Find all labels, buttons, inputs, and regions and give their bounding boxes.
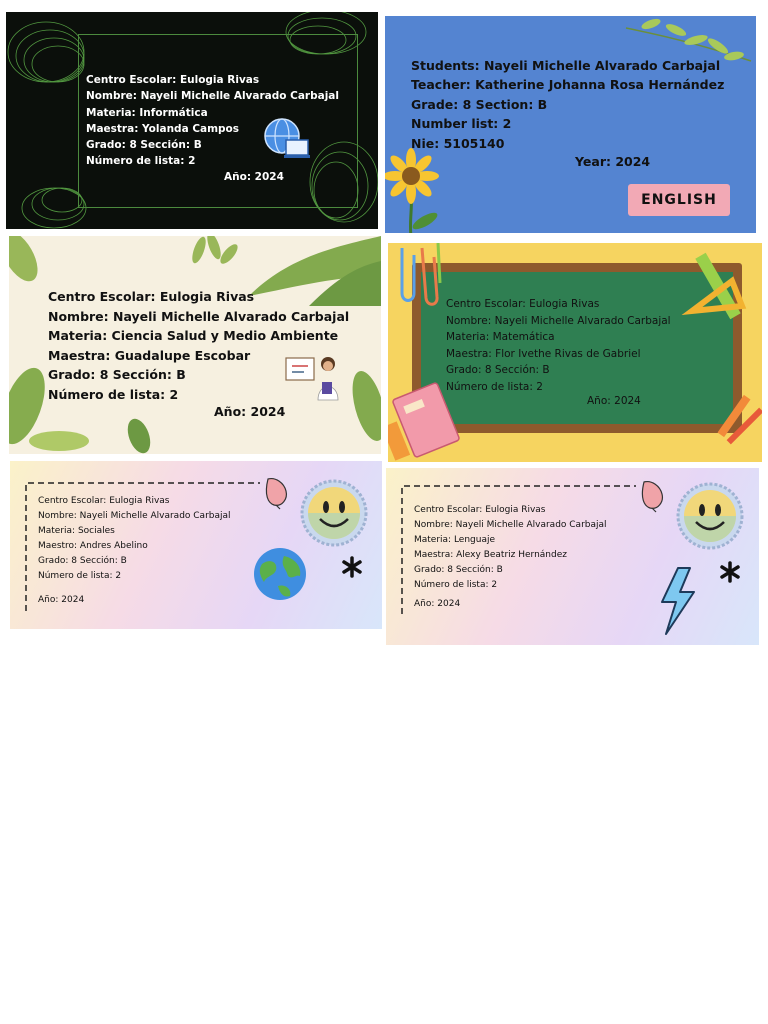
list-number-line: Número de lista: 2 — [86, 155, 196, 168]
hand-pointer-icon — [638, 478, 668, 512]
smiley-sticker-icon — [300, 479, 368, 547]
year-label: Año: 2024 — [38, 595, 85, 605]
asterisk-icon — [720, 562, 740, 582]
hand-pointer-icon — [262, 475, 292, 509]
card-text — [411, 56, 724, 153]
subject-line: Materia: Matemática — [446, 331, 555, 344]
year-label: Año: 2024 — [587, 395, 641, 407]
notebook-icon — [388, 383, 468, 462]
lightning-bolt-icon — [656, 566, 700, 636]
grade-line: Grado: 8 Sección: B — [86, 139, 202, 152]
teacher-line: Maestra: Alexy Beatriz Hernández — [414, 550, 567, 560]
school-line: Centro Escolar: Eulogia Rivas — [38, 496, 170, 506]
grade-line: Grade: 8 Section: B — [411, 96, 548, 112]
globe-computer-icon — [262, 116, 312, 162]
list-number-line: Number list: 2 — [411, 116, 512, 132]
student-line: Students: Nayeli Michelle Alvarado Carbajal — [411, 58, 721, 73]
teacher-line: Maestra: Guadalupe Escobar — [48, 347, 251, 363]
subject-line: Materia: Informática — [86, 106, 208, 119]
card-text — [414, 503, 607, 593]
list-number-line: Número de lista: 2 — [414, 580, 498, 590]
card-sociales — [10, 461, 382, 629]
paperclip-icon — [392, 243, 452, 313]
name-line: Nombre: Nayeli Michelle Alvarado Carbajal — [38, 511, 231, 521]
smiley-sticker-icon — [676, 482, 744, 550]
card-informatica — [6, 12, 378, 229]
english-badge: ENGLISH — [628, 184, 730, 216]
name-line: Nombre: Nayeli Michelle Alvarado Carbajal — [446, 314, 671, 327]
nie-line: Nie: 5105140 — [411, 135, 505, 151]
grade-line: Grado: 8 Sección: B — [48, 367, 186, 382]
sunflower-icon — [385, 146, 445, 233]
teacher-line: Maestra: Flor Ivethe Rivas de Gabriel — [446, 347, 641, 360]
list-number-line: Número de lista: 2 — [446, 380, 543, 393]
card-text — [38, 494, 231, 584]
year-label: Año: 2024 — [224, 171, 284, 183]
pencil-icon — [712, 393, 762, 453]
teacher-presenting-icon — [284, 354, 346, 404]
year-label: Year: 2024 — [575, 154, 651, 169]
name-line: Nombre: Nayeli Michelle Alvarado Carbajal — [86, 90, 339, 103]
subject-line: Materia: Sociales — [38, 526, 115, 536]
grade-line: Grado: 8 Sección: B — [414, 565, 503, 575]
card-english — [385, 16, 756, 233]
subject-line: Materia: Ciencia Salud y Medio Ambiente — [48, 328, 339, 343]
name-line: Nombre: Nayeli Michelle Alvarado Carbajal — [414, 520, 607, 530]
grade-line: Grado: 8 Sección: B — [446, 364, 550, 377]
ruler-icon — [692, 251, 762, 331]
year-label: Año: 2024 — [214, 404, 286, 419]
name-line: Nombre: Nayeli Michelle Alvarado Carbajal — [48, 308, 350, 324]
card-text — [446, 296, 671, 396]
school-line: Centro Escolar: Eulogia Rivas — [446, 298, 600, 310]
card-matematica — [388, 243, 762, 462]
card-ciencia — [9, 236, 381, 454]
year-label: Año: 2024 — [414, 599, 461, 609]
subject-line: Materia: Lenguaje — [414, 535, 496, 545]
grade-line: Grado: 8 Sección: B — [38, 556, 127, 566]
list-number-line: Número de lista: 2 — [38, 571, 122, 581]
list-number-line: Número de lista: 2 — [48, 386, 179, 402]
card-lenguaje — [386, 468, 759, 645]
school-line: Centro Escolar: Eulogia Rivas — [86, 74, 260, 86]
school-line: Centro Escolar: Eulogia Rivas — [48, 289, 255, 304]
school-line: Centro Escolar: Eulogia Rivas — [414, 505, 546, 515]
teacher-line: Maestra: Yolanda Campos — [86, 122, 240, 135]
earth-globe-icon — [252, 546, 308, 602]
teacher-line: Teacher: Katherine Johanna Rosa Hernández — [411, 77, 725, 93]
asterisk-icon — [342, 557, 362, 577]
teacher-line: Maestro: Andres Abelino — [38, 541, 148, 551]
